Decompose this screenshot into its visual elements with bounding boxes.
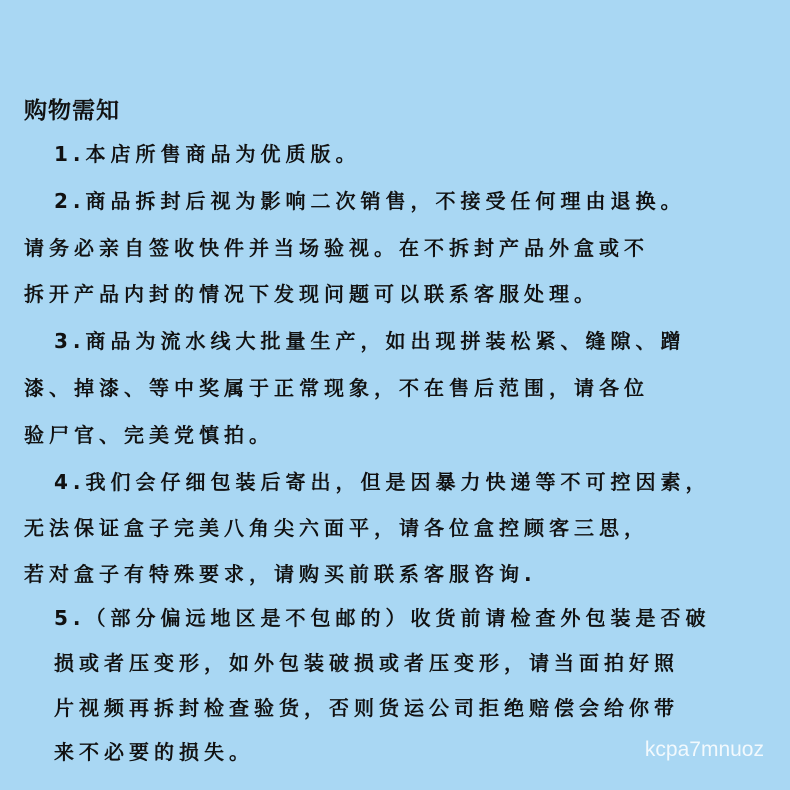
notice-line: 损或者压变形，如外包装破损或者压变形，请当面拍好照	[54, 651, 679, 675]
notice-line: 4.我们会仔细包装后寄出，但是因暴力快递等不可控因素，	[54, 470, 711, 494]
notice-line: 来不必要的损失。	[54, 740, 254, 764]
notice-line: 2.商品拆封后视为影响二次销售，不接受任何理由退换。	[54, 189, 686, 213]
notice-line: 片视频再拆封检查验货，否则货运公司拒绝赔偿会给你带	[54, 696, 679, 720]
notice-line: 3.商品为流水线大批量生产，如出现拼装松紧、缝隙、蹭	[54, 329, 686, 353]
notice-line: 漆、掉漆、等中奖属于正常现象，不在售后范围，请各位	[24, 376, 649, 400]
notice-line: 1.本店所售商品为优质版。	[54, 142, 361, 166]
notice-line: 5.（部分偏远地区是不包邮的）收货前请检查外包装是否破	[54, 606, 711, 630]
notice-line: 若对盒子有特殊要求，请购买前联系客服咨询.	[24, 562, 537, 586]
notice-line: 拆开产品内封的情况下发现问题可以联系客服处理。	[24, 282, 599, 306]
notice-line: 请务必亲自签收快件并当场验视。在不拆封产品外盒或不	[24, 236, 649, 260]
notice-line: 验尸官、完美党慎拍。	[24, 423, 274, 447]
notice-title: 购物需知	[24, 98, 120, 124]
notice-line: 无法保证盒子完美八角尖六面平，请各位盒控顾客三思，	[24, 516, 649, 540]
watermark: kcpa7mnuoz	[644, 738, 764, 761]
